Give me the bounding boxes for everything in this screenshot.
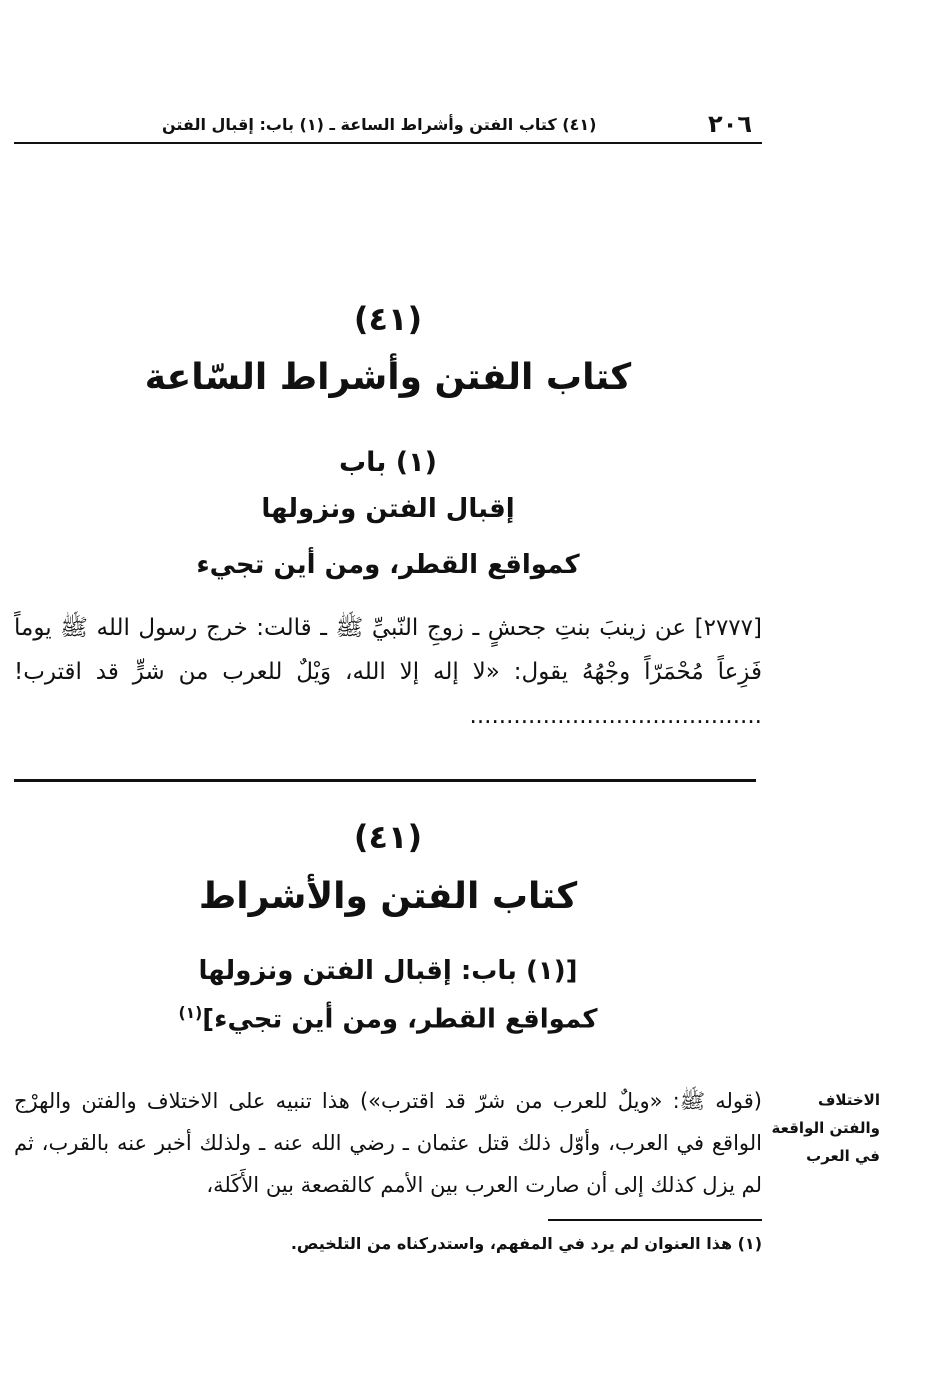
commentary-book-number: (٤١) xyxy=(353,818,423,856)
page-number: ٢٠٦ xyxy=(708,110,752,138)
hadith-ellipsis: ........................................ xyxy=(469,703,762,729)
commentary-chapter-line2 xyxy=(14,1004,762,1035)
footnote: (١) هذا العنوان لم يرد في المفهم، واستدركناه من التلخيص. xyxy=(290,1234,762,1253)
text-book-number: (٤١) xyxy=(353,300,423,338)
margin-note-line: الاختلاف xyxy=(817,1091,880,1109)
text-chapter-title: إقبال الفتن ونزولها xyxy=(261,494,515,524)
commentary-book-title: كتاب الفتن والأشراط xyxy=(198,876,578,917)
text-chapter-label: (١) باب xyxy=(339,447,437,478)
running-header xyxy=(14,108,762,140)
header-rule xyxy=(14,142,762,144)
commentary-body: (قوله ﷺ: «ويلٌ للعرب من شرّ قد اقترب») هذا تنبيه على الاختلاف والفتن والهرْج الواقع في العرب، وأوّل ذلك قتل عثمان ـ رضي الله عنه ـ ولذلك أخبر عنه بالقرب، ثم لم يزل كذلك إلى أن صارت العرب بين الأمم كالقصعة بين الأَكَلة، xyxy=(14,1089,762,1197)
hadith-text xyxy=(14,606,762,738)
running-title: (٤١) كتاب الفتن وأشراط الساعة ـ (١) باب: إقبال الفتن xyxy=(162,114,597,134)
section-divider xyxy=(14,779,756,782)
commentary-chapter-line2-text: كمواقع القطر، ومن أين تجيء] xyxy=(202,1004,598,1035)
margin-note-line: في العرب xyxy=(806,1147,880,1165)
margin-note xyxy=(770,1086,880,1170)
footnote-marker: (١) xyxy=(178,1004,203,1022)
text-book-title: كتاب الفتن وأشراط السّاعة xyxy=(144,357,632,398)
margin-note-line: والفتن الواقعة xyxy=(771,1119,880,1137)
footnote-rule xyxy=(548,1219,762,1221)
hadith-body: [٢٧٧٧] عن زينبَ بنتِ جحشٍ ـ زوجِ النّبيِّ ﷺ ـ قالت: خرج رسول الله ﷺ يوماً فَزِعاً مُحْمَرّاً وجْهُهُ يقول: «لا إله إلا الله، وَيْلٌ للعرب من شرٍّ قد اقترب! xyxy=(14,615,762,685)
text-chapter-subtitle: كمواقع القطر، ومن أين تجيء xyxy=(196,550,580,580)
commentary-chapter-line1: [(١) باب: إقبال الفتن ونزولها xyxy=(198,956,578,986)
